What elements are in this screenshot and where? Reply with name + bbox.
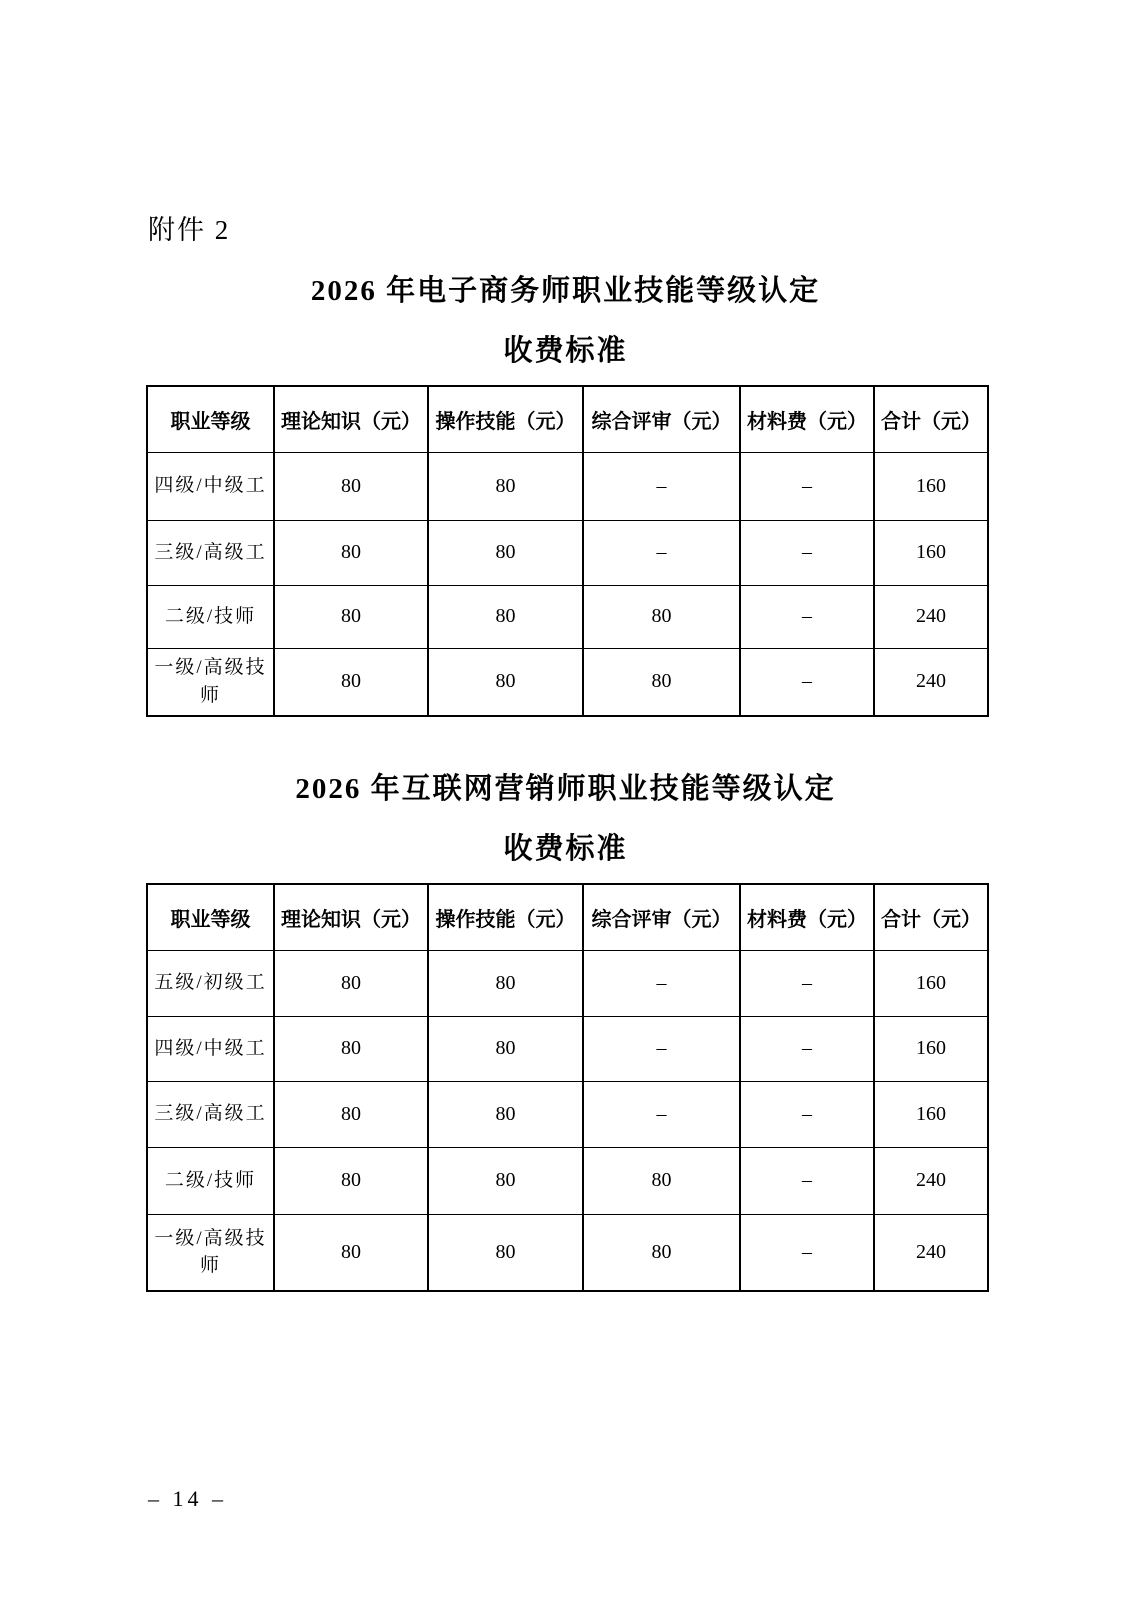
fee-value-cell: 240 — [874, 1214, 988, 1291]
fee-value-cell: 80 — [428, 520, 583, 585]
fee-value-cell: 80 — [428, 1016, 583, 1081]
column-header-skill: 操作技能（元） — [428, 884, 583, 950]
attachment-label: 附件 2 — [148, 215, 231, 245]
fee-value-cell: 80 — [274, 1016, 428, 1081]
fee-value-cell: 160 — [874, 950, 988, 1016]
fee-value-cell: – — [740, 585, 874, 648]
table-row — [147, 1016, 988, 1081]
fee-value-cell: 80 — [274, 1147, 428, 1214]
table-row — [147, 585, 988, 648]
fee-value-cell: 80 — [274, 585, 428, 648]
fee-value-cell: 80 — [428, 1147, 583, 1214]
fee-value-cell: – — [740, 1147, 874, 1214]
table-row — [147, 1147, 988, 1214]
fee-value-cell: 80 — [428, 1214, 583, 1291]
column-header-material: 材料费（元） — [740, 884, 874, 950]
fee-value-cell: 240 — [874, 585, 988, 648]
column-header-total: 合计（元） — [874, 386, 988, 452]
column-header-skill: 操作技能（元） — [428, 386, 583, 452]
level-cell: 三级/高级工 — [147, 1081, 274, 1147]
fee-value-cell: 80 — [428, 1081, 583, 1147]
fee-value-cell: – — [740, 1016, 874, 1081]
fee-value-cell: – — [583, 452, 740, 520]
table-row — [147, 1214, 988, 1291]
fee-value-cell: 160 — [874, 452, 988, 520]
level-cell: 一级/高级技师 — [147, 1214, 274, 1291]
level-cell: 四级/中级工 — [147, 452, 274, 520]
fee-table-internet-marketing — [146, 883, 989, 1292]
column-header-review: 综合评审（元） — [583, 386, 740, 452]
fee-value-cell: – — [583, 1081, 740, 1147]
column-header-level: 职业等级 — [147, 386, 274, 452]
fee-value-cell: 80 — [583, 1214, 740, 1291]
fee-value-cell: 80 — [583, 1147, 740, 1214]
column-header-theory: 理论知识（元） — [274, 386, 428, 452]
fee-value-cell: – — [740, 1214, 874, 1291]
section1-subtitle: 收费标准 — [503, 335, 628, 367]
fee-value-cell: 80 — [274, 648, 428, 716]
fee-value-cell: – — [740, 1081, 874, 1147]
fee-table-ecommerce — [146, 385, 989, 717]
fee-value-cell: 80 — [428, 452, 583, 520]
fee-value-cell: 80 — [428, 950, 583, 1016]
fee-value-cell: 80 — [274, 1081, 428, 1147]
column-header-level: 职业等级 — [147, 884, 274, 950]
fee-value-cell: 80 — [428, 585, 583, 648]
fee-value-cell: 80 — [274, 950, 428, 1016]
table-row — [147, 452, 988, 520]
table-row — [147, 520, 988, 585]
column-header-theory: 理论知识（元） — [274, 884, 428, 950]
fee-value-cell: 80 — [274, 520, 428, 585]
table-row — [147, 1081, 988, 1147]
level-cell: 二级/技师 — [147, 585, 274, 648]
section2-subtitle: 收费标准 — [503, 833, 628, 865]
level-cell: 二级/技师 — [147, 1147, 274, 1214]
fee-value-cell: – — [740, 648, 874, 716]
table-row — [147, 648, 988, 716]
fee-value-cell: 80 — [274, 452, 428, 520]
column-header-material: 材料费（元） — [740, 386, 874, 452]
column-header-review: 综合评审（元） — [583, 884, 740, 950]
fee-value-cell: 160 — [874, 520, 988, 585]
fee-value-cell: – — [583, 1016, 740, 1081]
fee-value-cell: 80 — [583, 648, 740, 716]
fee-value-cell: – — [740, 452, 874, 520]
page-number: – 14 – — [148, 1486, 227, 1511]
section2-title: 2026 年互联网营销师职业技能等级认定 — [295, 773, 836, 805]
fee-value-cell: 160 — [874, 1081, 988, 1147]
fee-value-cell: – — [583, 950, 740, 1016]
level-cell: 三级/高级工 — [147, 520, 274, 585]
level-cell: 四级/中级工 — [147, 1016, 274, 1081]
level-cell: 五级/初级工 — [147, 950, 274, 1016]
section1-title: 2026 年电子商务师职业技能等级认定 — [310, 275, 821, 307]
fee-value-cell: – — [583, 520, 740, 585]
fee-value-cell: 240 — [874, 1147, 988, 1214]
column-header-total: 合计（元） — [874, 884, 988, 950]
level-cell: 一级/高级技师 — [147, 648, 274, 716]
fee-value-cell: 80 — [274, 1214, 428, 1291]
fee-value-cell: 240 — [874, 648, 988, 716]
table-header-row — [147, 386, 988, 452]
fee-value-cell: 80 — [583, 585, 740, 648]
table-row — [147, 950, 988, 1016]
fee-value-cell: 160 — [874, 1016, 988, 1081]
table-header-row — [147, 884, 988, 950]
fee-value-cell: 80 — [428, 648, 583, 716]
fee-value-cell: – — [740, 520, 874, 585]
fee-value-cell: – — [740, 950, 874, 1016]
